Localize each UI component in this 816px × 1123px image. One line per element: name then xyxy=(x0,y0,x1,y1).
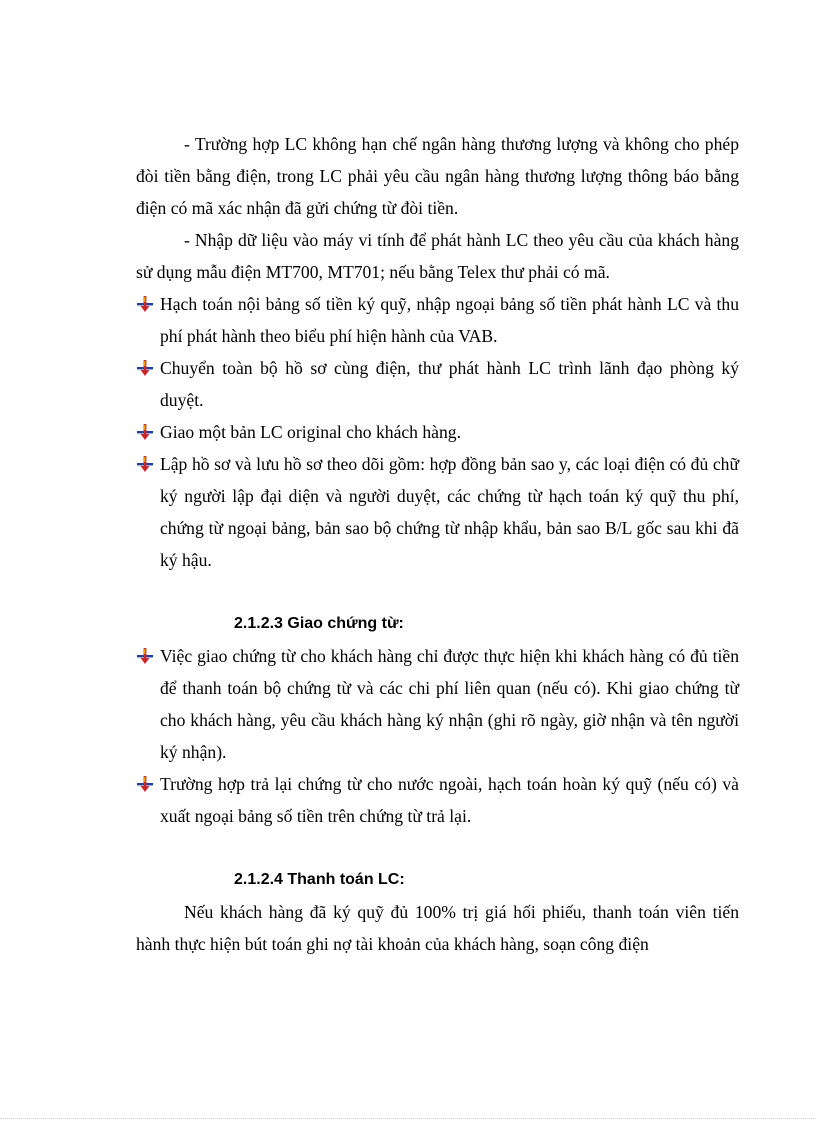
arrow-down-bullet-icon xyxy=(136,423,154,441)
arrow-down-bullet-icon xyxy=(136,455,154,473)
list-item: Việc giao chứng từ cho khách hàng chỉ được thực hiện khi khách hàng có đủ tiền để thanh toán bộ chứng từ và các chi phí liên quan (nếu có). Khi giao chứng từ cho khách hàng, yêu cầu khách hàng ký nhận (ghi rõ ngày, giờ nhận và tên người ký nhận). xyxy=(136,640,739,768)
document-body xyxy=(136,128,739,960)
page-bottom-rule xyxy=(0,1118,816,1119)
list-item: Lập hồ sơ và lưu hồ sơ theo dõi gồm: hợp đồng bản sao y, các loại điện có đủ chữ ký người lập đại diện và người duyệt, các chứng từ hạch toán ký quỹ thu phí, chứng từ ngoại bảng, bản sao bộ chứng từ nhập khẩu, bản sao B/L gốc sau khi đã ký hậu. xyxy=(136,448,739,576)
bullet-list-issuance xyxy=(136,288,739,576)
arrow-down-bullet-icon xyxy=(136,775,154,793)
list-item: Giao một bản LC original cho khách hàng. xyxy=(136,416,739,448)
list-item: Chuyển toàn bộ hồ sơ cùng điện, thư phát hành LC trình lãnh đạo phòng ký duyệt. xyxy=(136,352,739,416)
spacer xyxy=(136,576,739,608)
bullet-list-delivery xyxy=(136,640,739,832)
spacer xyxy=(136,832,739,864)
list-item: Trường hợp trả lại chứng từ cho nước ngoài, hạch toán hoàn ký quỹ (nếu có) và xuất ngoại bảng số tiền trên chứng từ trả lại. xyxy=(136,768,739,832)
arrow-down-bullet-icon xyxy=(136,647,154,665)
section-heading-deliver-documents: 2.1.2.3 Giao chứng từ: xyxy=(234,615,404,632)
arrow-down-bullet-icon xyxy=(136,295,154,313)
paragraph-data-entry: - Nhập dữ liệu vào máy vi tính để phát hành LC theo yêu cầu của khách hàng sử dụng mẫu điện MT700, MT701; nếu bằng Telex thư phải có mã. xyxy=(136,230,739,282)
list-item: Hạch toán nội bảng số tiền ký quỹ, nhập ngoại bảng số tiền phát hành LC và thu phí phát hành theo biểu phí hiện hành của VAB. xyxy=(136,288,739,352)
paragraph-lc-unrestricted: - Trường hợp LC không hạn chế ngân hàng thương lượng và không cho phép đòi tiền bằng điện, trong LC phải yêu cầu ngân hàng thương lượng thông báo bằng điện có mã xác nhận đã gửi chứng từ đòi tiền. xyxy=(136,134,739,218)
paragraph-payment: Nếu khách hàng đã ký quỹ đủ 100% trị giá hối phiếu, thanh toán viên tiến hành thực hiện bút toán ghi nợ tài khoản của khách hàng, soạn công điện xyxy=(136,902,739,954)
arrow-down-bullet-icon xyxy=(136,359,154,377)
section-heading-lc-payment: 2.1.2.4 Thanh toán LC: xyxy=(234,871,405,888)
